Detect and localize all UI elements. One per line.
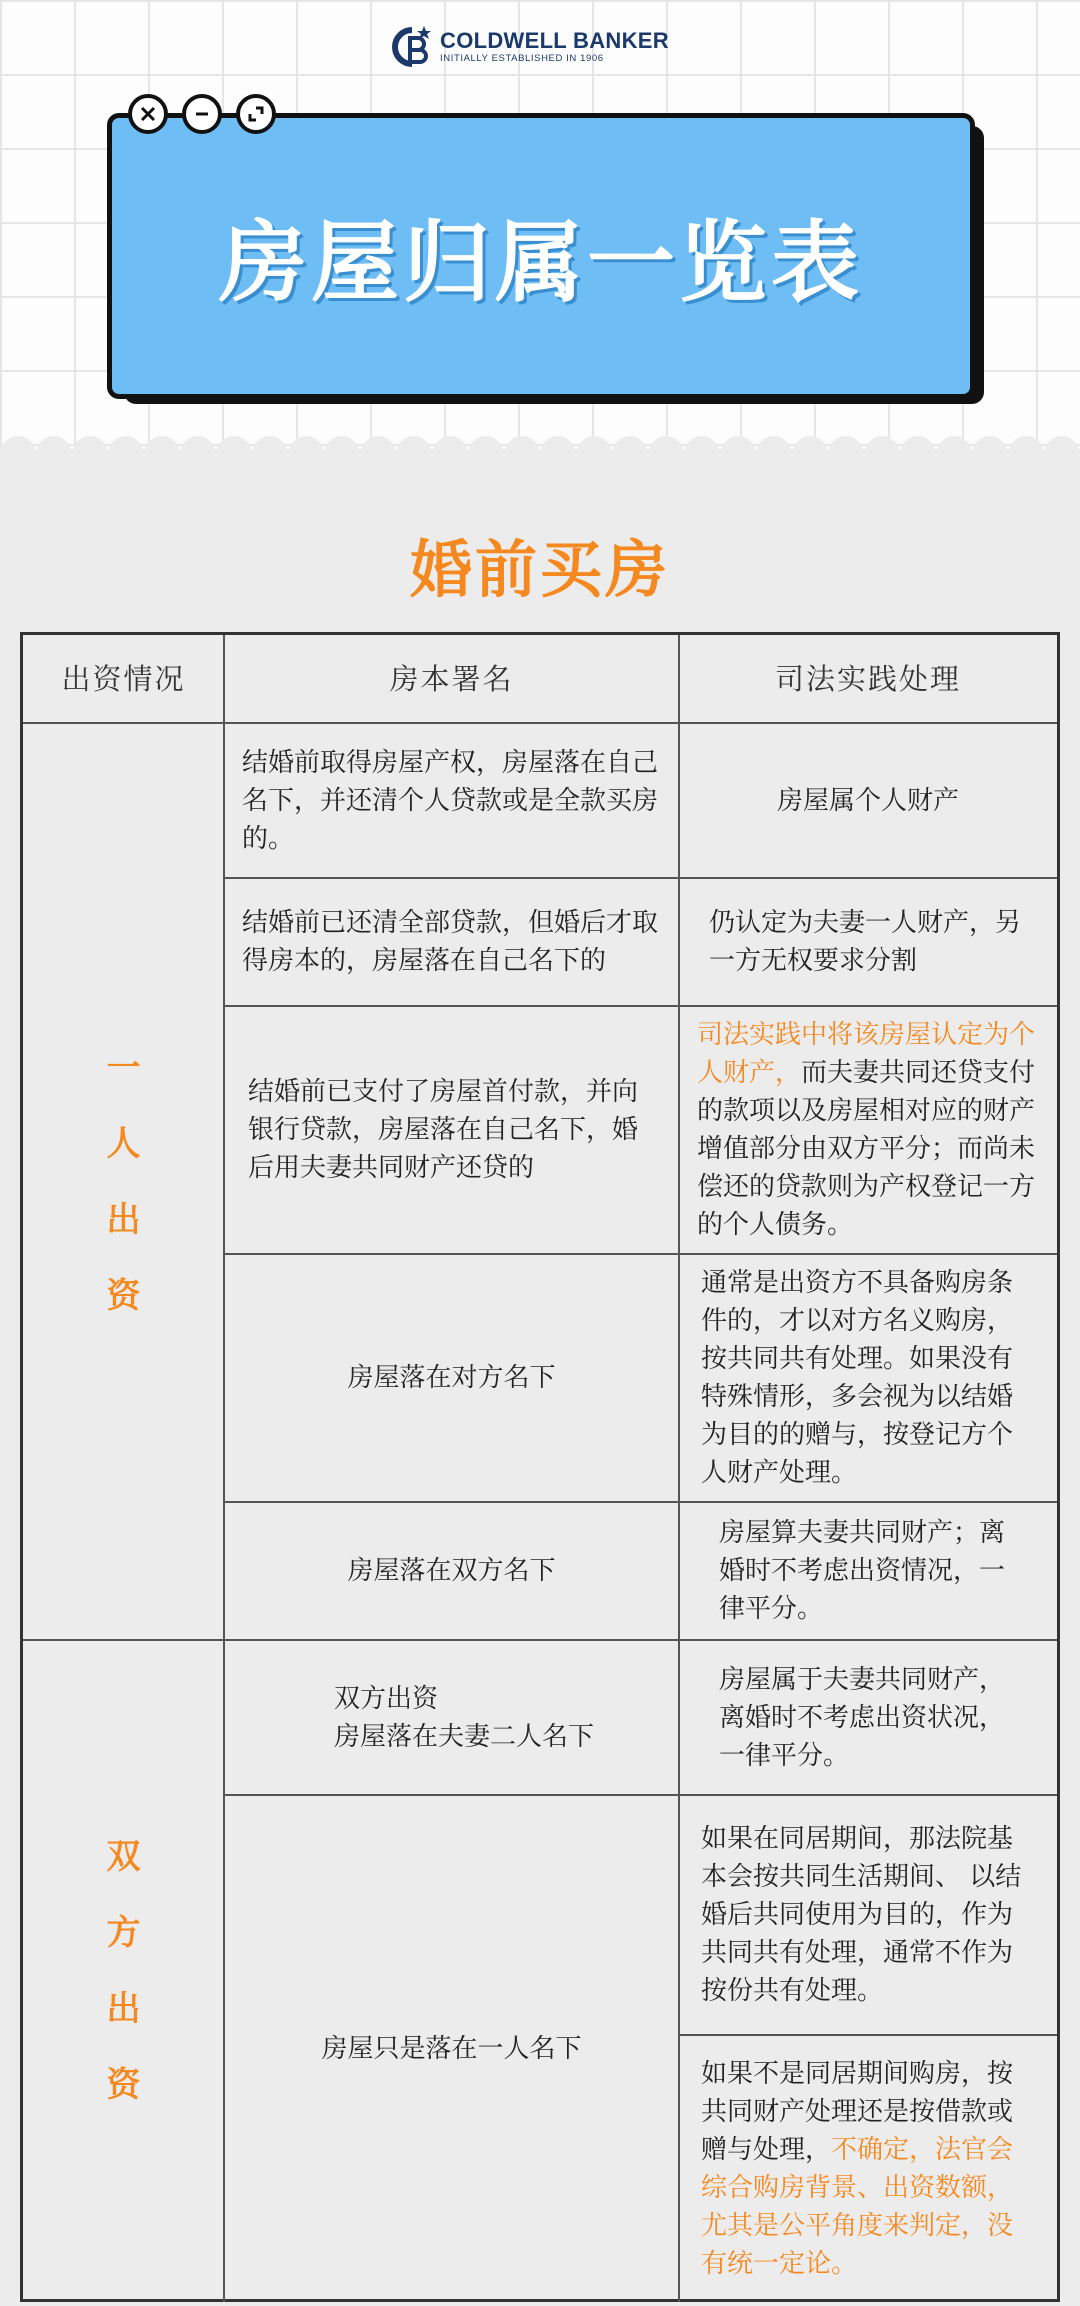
label-char: 资 [106, 2065, 141, 2105]
table-row-ruling: 如果在同居期间，那法院基本会按共同生活期间、 以结婚后共同使用为目的，作为共同共有处理，通常不作为按份共有处理。 [701, 1824, 1022, 2006]
table-row-ruling [679, 1006, 1057, 1254]
label-char: 资 [106, 1275, 141, 1316]
label-char: 一 [106, 1047, 141, 1088]
table-row-sign: 结婚前已还清全部贷款，但婚后才取得房本的，房屋落在自己名下的 [242, 908, 659, 976]
label-char: 出 [106, 1989, 141, 2029]
brand-logo [390, 22, 669, 72]
label-char: 方 [106, 1913, 141, 1953]
table-divider [23, 722, 1057, 724]
table-row-sign: 房屋落在对方名下 [347, 1363, 556, 1393]
header-funding: 出资情况 [61, 662, 186, 696]
label-char: 人 [106, 1123, 141, 1164]
sign-line: 房屋落在夫妻二人名下 [334, 1721, 595, 1752]
table-divider [223, 635, 225, 2302]
table-divider [224, 877, 1057, 879]
brand-name: COLDWELL BANKER [440, 28, 669, 53]
table-row-ruling: 房屋属于夫妻共同财产，离婚时不考虑出资状况，一律平分。 [719, 1664, 1006, 1771]
ruling-text [701, 2055, 1035, 2283]
sign-line: 双方出资 [334, 1683, 439, 1714]
table-row-sign: 结婚前已支付了房屋首付款，并向银行贷款，房屋落在自己名下，婚后用夫妻共同财产还贷的 [248, 1077, 639, 1183]
table-divider [224, 1501, 1057, 1503]
header-judicial-practice: 司法实践处理 [774, 662, 961, 696]
table-divider [679, 2034, 1057, 2036]
cb-logo-icon [390, 24, 434, 70]
table-divider [678, 635, 680, 2302]
section-title: 婚前买房 [409, 533, 670, 606]
brand-tagline: INITIALLY ESTABLISHED IN 1906 [440, 53, 604, 64]
ruling-highlight: 司法实践中将该房屋认定为个人财产， [697, 1020, 1036, 1088]
minimize-icon[interactable] [182, 94, 222, 134]
table-divider [23, 1639, 1057, 1641]
table-row-ruling: 房屋属个人财产 [776, 785, 959, 816]
group-joint-funding-label [23, 1640, 224, 2302]
table-divider [224, 1005, 1057, 1007]
ruling-highlight: 不确定，法官会综合购房背景、出资数额，尤其是公平角度来判定，没有统一定论。 [701, 2134, 1014, 2279]
label-char: 出 [106, 1199, 141, 1240]
page-title: 房屋归属一览表 [218, 211, 863, 314]
ruling-rest: 如果不是同居期间购房，按共同财产处理还是按借款或赠与处理， [701, 2058, 1014, 2165]
ruling-text [697, 1016, 1039, 1244]
ruling-rest: 而夫妻共同还贷支付的款项以及房屋相对应的财产增值部分由双方平分；而尚未偿还的贷款则为产权登记一方的个人债务。 [697, 1058, 1036, 1240]
table-row-ruling: 通常是出资方不具备购房条件的，才以对方名义购房，按共同共有处理。如果没有特殊情形，多会视为以结婚为目的的赠与，按登记方个人财产处理。 [701, 1268, 1014, 1488]
table-row-ruling [679, 2035, 1057, 2302]
group-single-funding-label [23, 723, 224, 1640]
table-row-sign: 房屋只是落在一人名下 [321, 2033, 582, 2064]
scallop-border [0, 432, 1080, 472]
close-icon[interactable] [128, 94, 168, 134]
ownership-table [20, 632, 1060, 2302]
table-divider [224, 1794, 1057, 1796]
expand-icon[interactable] [236, 94, 276, 134]
table-row-sign: 房屋落在双方名下 [347, 1556, 556, 1586]
header-deed-name: 房本署名 [389, 662, 514, 696]
table-row-sign [224, 1640, 679, 1795]
table-row-ruling: 房屋算夫妻共同财产；离婚时不考虑出资情况，一律平分。 [719, 1518, 1006, 1624]
table-row-ruling: 仍认定为夫妻一人财产，另一方无权要求分割 [709, 908, 1022, 976]
table-divider [224, 1253, 1057, 1255]
label-char: 双 [106, 1837, 141, 1877]
table-row-sign: 结婚前取得房屋产权，房屋落在自己名下，并还清个人贷款或是全款买房的。 [242, 747, 659, 854]
banner-window [107, 113, 975, 399]
